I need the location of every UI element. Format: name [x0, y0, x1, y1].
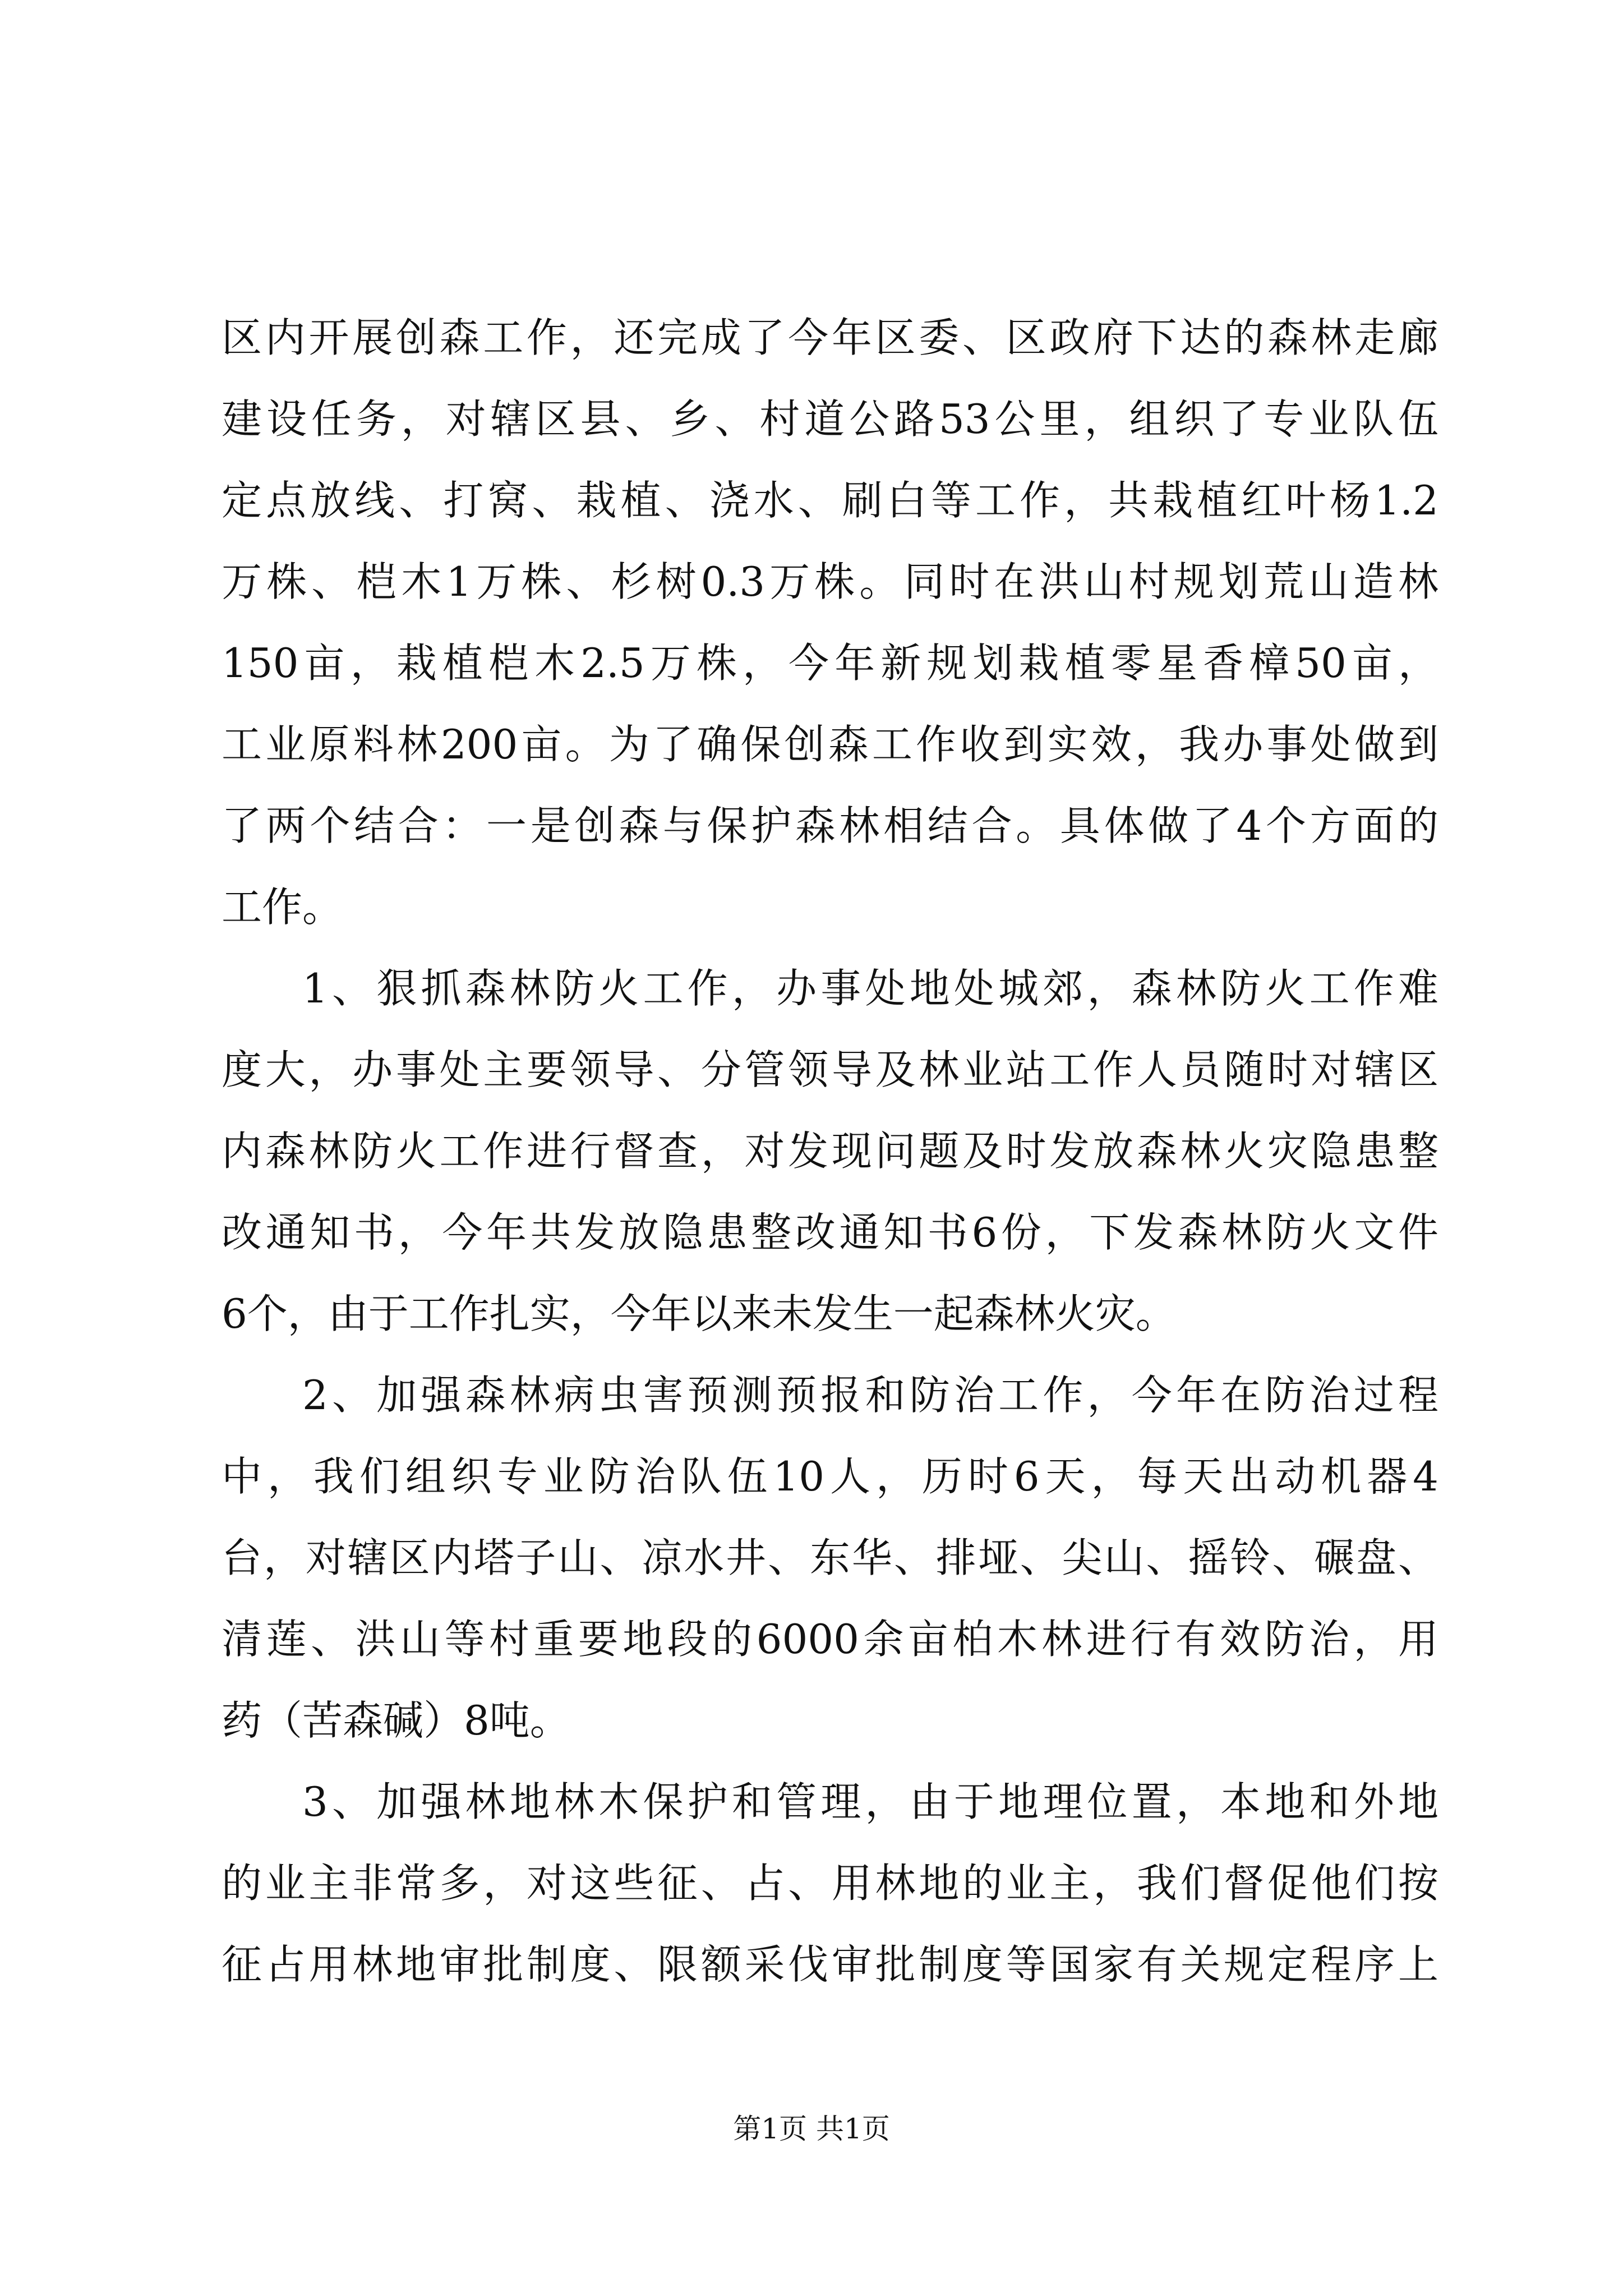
- document-body: [222, 297, 1438, 2005]
- text-line: 药（苦森碱）8吨。: [222, 1697, 570, 1744]
- text-line: 清莲、洪山等村重要地段的6000余亩柏木林进行有效防治，用: [222, 1616, 1438, 1663]
- text-line: 区内开展创森工作，还完成了今年区委、区政府下达的森林走廊: [222, 314, 1438, 361]
- text-line: 改通知书，今年共发放隐患整改通知书6份，下发森林防火文件: [222, 1209, 1438, 1256]
- text-line: 征占用林地审批制度、限额采伐审批制度等国家有关规定程序上: [222, 1941, 1438, 1988]
- text-line: 工业原料林200亩。为了确保创森工作收到实效，我办事处做到: [222, 721, 1438, 768]
- text-line: 的业主非常多，对这些征、占、用林地的业主，我们督促他们按: [222, 1860, 1438, 1907]
- text-line: 中，我们组织专业防治队伍10人，历时6天，每天出动机器4: [222, 1453, 1438, 1500]
- text-line: 度大，办事处主要领导、分管领导及林业站工作人员随时对辖区: [222, 1046, 1438, 1093]
- paragraph-first-line: 2、加强森林病虫害预测预报和防治工作，今年在防治过程: [302, 1372, 1438, 1419]
- text-line: 定点放线、打窝、栽植、浇水、刷白等工作，共栽植红叶杨1.2: [222, 477, 1438, 524]
- text-line: 内森林防火工作进行督查，对发现问题及时发放森林火灾隐患整: [222, 1128, 1438, 1175]
- text-line: 万株、桤木1万株、杉树0.3万株。同时在洪山村规划荒山造林: [222, 558, 1438, 605]
- text-line: 工作。: [222, 884, 343, 931]
- text-line: 了两个结合：一是创森与保护森林相结合。具体做了4个方面的: [222, 802, 1438, 849]
- text-line: 台，对辖区内塔子山、凉水井、东华、排垭、尖山、摇铃、碾盘、: [222, 1534, 1438, 1581]
- paragraph-first-line: 3、加强林地林木保护和管理，由于地理位置，本地和外地: [302, 1778, 1438, 1825]
- text-line: 6个，由于工作扎实，今年以来未发生一起森林火灾。: [222, 1290, 1176, 1337]
- paragraph-first-line: 1、狠抓森林防火工作，办事处地处城郊，森林防火工作难: [302, 965, 1438, 1012]
- page-number-footer: 第1页 共1页: [733, 2113, 890, 2145]
- text-line: 150亩，栽植桤木2.5万株，今年新规划栽植零星香樟50亩，: [222, 639, 1438, 687]
- text-line: 建设任务，对辖区县、乡、村道公路53公里，组织了专业队伍: [222, 395, 1438, 443]
